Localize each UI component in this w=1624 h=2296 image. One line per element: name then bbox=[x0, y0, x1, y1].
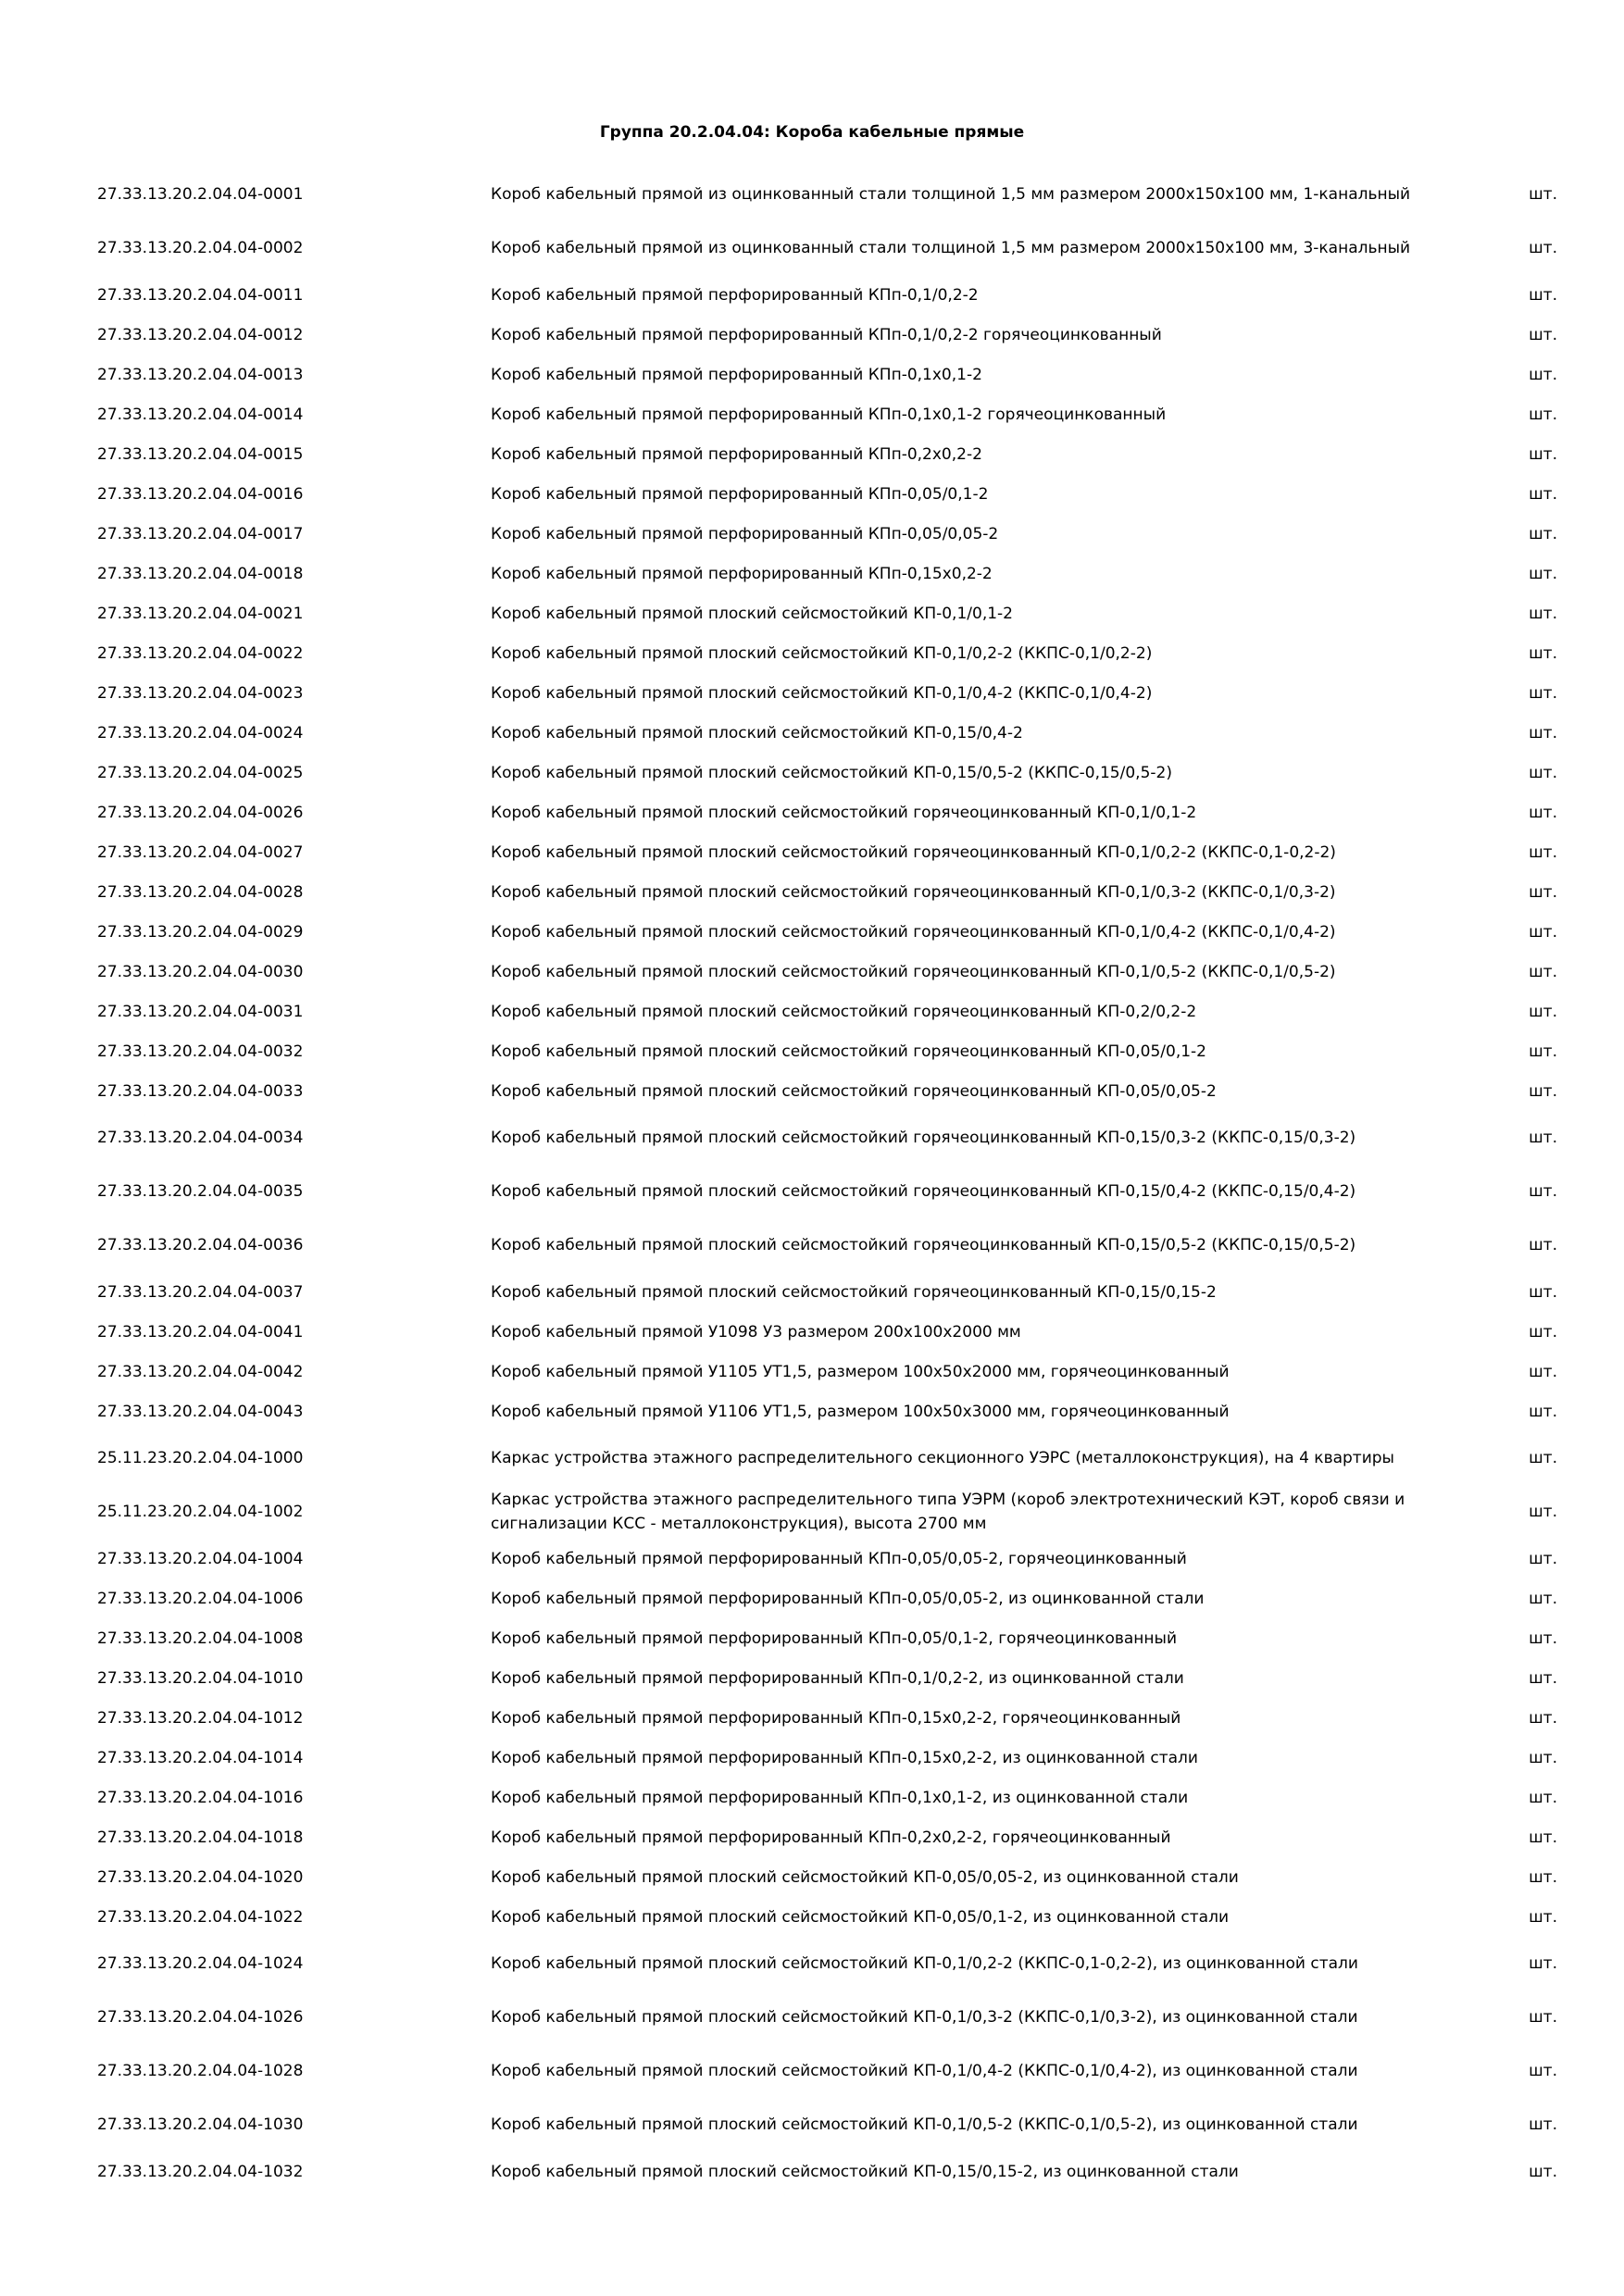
row-name: Каркас устройства этажного распределительного типа УЭРМ (короб электротехнический КЭТ, короб связи и сигнализации КСС - металлоконструкция), высота 2700 мм bbox=[491, 1491, 1405, 1533]
row-name: Короб кабельный прямой перфорированный КПп-0,1/0,2-2, из оцинкованной стали bbox=[491, 1668, 1184, 1688]
row-unit: шт. bbox=[1529, 1867, 1557, 1887]
row-unit: шт. bbox=[1529, 1748, 1557, 1767]
table-row bbox=[97, 1990, 1565, 2044]
table-row bbox=[97, 1218, 1565, 1272]
row-unit: шт. bbox=[1529, 239, 1557, 257]
table-row bbox=[97, 1618, 1565, 1658]
row-name: Короб кабельный прямой плоский сейсмостойкий КП-0,1/0,2-2 (ККПС-0,1/0,2-2) bbox=[491, 643, 1153, 663]
table-row bbox=[97, 1817, 1565, 1857]
table-row bbox=[97, 1778, 1565, 1817]
row-unit: шт. bbox=[1529, 1828, 1557, 1847]
row-unit: шт. bbox=[1529, 564, 1557, 583]
table-row bbox=[97, 1391, 1565, 1431]
row-name: Короб кабельный прямой плоский сейсмостойкий горячеоцинкованный КП-0,15/0,5-2 (ККПС-0,15/0,5-2) bbox=[491, 1236, 1356, 1254]
row-name: Короб кабельный прямой плоский сейсмостойкий КП-0,1/0,3-2 (ККПС-0,1/0,3-2), из оцинкованной стали bbox=[491, 2008, 1358, 2027]
row-code: 27.33.13.20.2.04.04-1016 bbox=[97, 1788, 304, 1807]
row-code: 27.33.13.20.2.04.04-0034 bbox=[97, 1129, 304, 1147]
table-row bbox=[97, 1857, 1565, 1897]
row-unit: шт. bbox=[1529, 1503, 1557, 1521]
row-unit: шт. bbox=[1529, 1549, 1557, 1568]
table-row bbox=[97, 1937, 1565, 1990]
row-unit: шт. bbox=[1529, 1322, 1557, 1341]
table-row bbox=[97, 673, 1565, 713]
table-row bbox=[97, 275, 1565, 315]
table-row bbox=[97, 952, 1565, 992]
row-code: 27.33.13.20.2.04.04-0041 bbox=[97, 1322, 304, 1341]
row-code: 27.33.13.20.2.04.04-0042 bbox=[97, 1362, 304, 1381]
table-row bbox=[97, 1897, 1565, 1937]
row-code: 27.33.13.20.2.04.04-0013 bbox=[97, 365, 304, 384]
row-unit: шт. bbox=[1529, 1788, 1557, 1807]
row-code: 27.33.13.20.2.04.04-1022 bbox=[97, 1907, 304, 1927]
row-name: Короб кабельный прямой из оцинкованный стали толщиной 1,5 мм размером 2000x150x100 мм, 1-канальный bbox=[491, 185, 1411, 204]
table-row bbox=[97, 355, 1565, 394]
row-unit: шт. bbox=[1529, 1907, 1557, 1927]
row-name: Короб кабельный прямой плоский сейсмостойкий КП-0,1/0,5-2 (ККПС-0,1/0,5-2), из оцинкованной стали bbox=[491, 2115, 1358, 2134]
table-row bbox=[97, 2152, 1565, 2191]
row-name: Короб кабельный прямой плоский сейсмостойкий КП-0,1/0,2-2 (ККПС-0,1-0,2-2), из оцинкованной стали bbox=[491, 1954, 1358, 1973]
row-code: 27.33.13.20.2.04.04-0014 bbox=[97, 405, 304, 424]
row-unit: шт. bbox=[1529, 1002, 1557, 1021]
table-row bbox=[97, 1312, 1565, 1352]
row-name: Короб кабельный прямой плоский сейсмостойкий горячеоцинкованный КП-0,1/0,2-2 (ККПС-0,1-0,2-2) bbox=[491, 842, 1336, 862]
row-unit: шт. bbox=[1529, 643, 1557, 663]
row-name: Короб кабельный прямой плоский сейсмостойкий горячеоцинкованный КП-0,1/0,5-2 (ККПС-0,1/0,5-2) bbox=[491, 962, 1336, 981]
row-name: Короб кабельный прямой У1105 УТ1,5, размером 100х50х2000 мм, горячеоцинкованный bbox=[491, 1362, 1230, 1381]
row-name: Короб кабельный прямой плоский сейсмостойкий КП-0,1/0,1-2 bbox=[491, 604, 1013, 623]
row-name: Короб кабельный прямой плоский сейсмостойкий КП-0,15/0,4-2 bbox=[491, 723, 1023, 742]
row-code: 27.33.13.20.2.04.04-0025 bbox=[97, 763, 304, 782]
row-unit: шт. bbox=[1529, 1402, 1557, 1421]
row-unit: шт. bbox=[1529, 285, 1557, 305]
row-name: Короб кабельный прямой перфорированный КПп-0,2х0,2-2 bbox=[491, 444, 982, 464]
table-row bbox=[97, 474, 1565, 514]
row-unit: шт. bbox=[1529, 325, 1557, 344]
row-code: 27.33.13.20.2.04.04-0027 bbox=[97, 842, 304, 862]
row-name: Каркас устройства этажного распределительного секционного УЭРС (металлоконструкция), на 4 квартиры bbox=[491, 1449, 1394, 1467]
row-unit: шт. bbox=[1529, 444, 1557, 464]
row-unit: шт. bbox=[1529, 524, 1557, 543]
row-code: 25.11.23.20.2.04.04-1000 bbox=[97, 1449, 304, 1467]
table-row bbox=[97, 992, 1565, 1031]
table-row bbox=[97, 1272, 1565, 1312]
row-code: 27.33.13.20.2.04.04-0015 bbox=[97, 444, 304, 464]
row-unit: шт. bbox=[1529, 1081, 1557, 1101]
table-row bbox=[97, 1352, 1565, 1391]
row-name: Короб кабельный прямой плоский сейсмостойкий горячеоцинкованный КП-0,15/0,15-2 bbox=[491, 1282, 1217, 1302]
row-unit: шт. bbox=[1529, 1628, 1557, 1648]
row-name: Короб кабельный прямой перфорированный КПп-0,2х0,2-2, горячеоцинкованный bbox=[491, 1828, 1171, 1847]
row-code: 27.33.13.20.2.04.04-1032 bbox=[97, 2162, 304, 2181]
row-name: Короб кабельный прямой перфорированный КПп-0,05/0,05-2, из оцинкованной стали bbox=[491, 1589, 1205, 1608]
table-row bbox=[97, 2098, 1565, 2152]
row-name: Короб кабельный прямой перфорированный КПп-0,05/0,05-2, горячеоцинкованный bbox=[491, 1549, 1187, 1568]
row-name: Короб кабельный прямой У1106 УТ1,5, размером 100х50х3000 мм, горячеоцинкованный bbox=[491, 1402, 1230, 1421]
row-unit: шт. bbox=[1529, 763, 1557, 782]
row-name: Короб кабельный прямой плоский сейсмостойкий горячеоцинкованный КП-0,05/0,1-2 bbox=[491, 1042, 1207, 1061]
table-row bbox=[97, 912, 1565, 952]
row-code: 27.33.13.20.2.04.04-1020 bbox=[97, 1867, 304, 1887]
row-code: 27.33.13.20.2.04.04-1028 bbox=[97, 2062, 304, 2080]
row-unit: шт. bbox=[1529, 365, 1557, 384]
row-name: Короб кабельный прямой перфорированный КПп-0,15х0,2-2 bbox=[491, 564, 993, 583]
row-unit: шт. bbox=[1529, 962, 1557, 981]
row-name: Короб кабельный прямой перфорированный КПп-0,1х0,1-2 горячеоцинкованный bbox=[491, 405, 1167, 424]
row-code: 27.33.13.20.2.04.04-0024 bbox=[97, 723, 304, 742]
row-code: 27.33.13.20.2.04.04-1014 bbox=[97, 1748, 304, 1767]
row-unit: шт. bbox=[1529, 1182, 1557, 1201]
row-unit: шт. bbox=[1529, 2115, 1557, 2134]
table-row bbox=[97, 394, 1565, 434]
row-name: Короб кабельный прямой перфорированный КПп-0,15х0,2-2, горячеоцинкованный bbox=[491, 1708, 1181, 1728]
table-row bbox=[97, 1738, 1565, 1778]
row-unit: шт. bbox=[1529, 1362, 1557, 1381]
table-row bbox=[97, 1658, 1565, 1698]
row-name: Короб кабельный прямой перфорированный КПп-0,1/0,2-2 горячеоцинкованный bbox=[491, 325, 1162, 344]
row-code: 27.33.13.20.2.04.04-0017 bbox=[97, 524, 304, 543]
table-row bbox=[97, 792, 1565, 832]
row-name: Короб кабельный прямой плоский сейсмостойкий горячеоцинкованный КП-0,2/0,2-2 bbox=[491, 1002, 1197, 1021]
row-unit: шт. bbox=[1529, 842, 1557, 862]
row-code: 27.33.13.20.2.04.04-0012 bbox=[97, 325, 304, 344]
row-code: 27.33.13.20.2.04.04-0031 bbox=[97, 1002, 304, 1021]
catalog-table bbox=[97, 168, 1565, 2191]
row-code: 27.33.13.20.2.04.04-0028 bbox=[97, 882, 304, 902]
row-name: Короб кабельный прямой плоский сейсмостойкий КП-0,15/0,15-2, из оцинкованной стали bbox=[491, 2162, 1239, 2181]
table-row bbox=[97, 168, 1565, 221]
row-code: 27.33.13.20.2.04.04-1012 bbox=[97, 1708, 304, 1728]
row-name: Короб кабельный прямой перфорированный КПп-0,05/0,1-2 bbox=[491, 484, 989, 504]
row-name: Короб кабельный прямой плоский сейсмостойкий горячеоцинкованный КП-0,1/0,3-2 (ККПС-0,1/0,3-2) bbox=[491, 882, 1336, 902]
row-name: Короб кабельный прямой плоский сейсмостойкий КП-0,05/0,05-2, из оцинкованной стали bbox=[491, 1867, 1239, 1887]
row-unit: шт. bbox=[1529, 1449, 1557, 1467]
row-unit: шт. bbox=[1529, 1236, 1557, 1254]
row-name: Короб кабельный прямой плоский сейсмостойкий КП-0,1/0,4-2 (ККПС-0,1/0,4-2) bbox=[491, 683, 1153, 703]
row-unit: шт. bbox=[1529, 405, 1557, 424]
row-code: 27.33.13.20.2.04.04-1030 bbox=[97, 2115, 304, 2134]
row-unit: шт. bbox=[1529, 2008, 1557, 2027]
row-code: 27.33.13.20.2.04.04-0002 bbox=[97, 239, 304, 257]
table-row bbox=[97, 2044, 1565, 2098]
row-code: 27.33.13.20.2.04.04-0043 bbox=[97, 1402, 304, 1421]
row-code: 27.33.13.20.2.04.04-0018 bbox=[97, 564, 304, 583]
row-name: Короб кабельный прямой из оцинкованный стали толщиной 1,5 мм размером 2000x150x100 мм, 3-канальный bbox=[491, 239, 1411, 257]
row-name: Короб кабельный прямой перфорированный КПп-0,1/0,2-2 bbox=[491, 285, 979, 305]
row-code: 27.33.13.20.2.04.04-0030 bbox=[97, 962, 304, 981]
row-unit: шт. bbox=[1529, 2162, 1557, 2181]
row-name: Короб кабельный прямой У1098 У3 размером 200х100х2000 мм bbox=[491, 1322, 1021, 1341]
row-code: 27.33.13.20.2.04.04-0001 bbox=[97, 185, 304, 204]
row-name: Короб кабельный прямой плоский сейсмостойкий горячеоцинкованный КП-0,15/0,3-2 (ККПС-0,15/0,3-2) bbox=[491, 1129, 1356, 1147]
table-row bbox=[97, 872, 1565, 912]
row-name: Короб кабельный прямой плоский сейсмостойкий горячеоцинкованный КП-0,1/0,1-2 bbox=[491, 803, 1197, 822]
row-code: 27.33.13.20.2.04.04-1010 bbox=[97, 1668, 304, 1688]
row-unit: шт. bbox=[1529, 1042, 1557, 1061]
row-code: 27.33.13.20.2.04.04-0023 bbox=[97, 683, 304, 703]
row-code: 27.33.13.20.2.04.04-1026 bbox=[97, 2008, 304, 2027]
row-unit: шт. bbox=[1529, 2062, 1557, 2080]
table-row bbox=[97, 1539, 1565, 1578]
table-row bbox=[97, 1485, 1565, 1539]
row-code: 27.33.13.20.2.04.04-0035 bbox=[97, 1182, 304, 1201]
row-unit: шт. bbox=[1529, 683, 1557, 703]
row-name: Короб кабельный прямой плоский сейсмостойкий КП-0,1/0,4-2 (ККПС-0,1/0,4-2), из оцинкованной стали bbox=[491, 2062, 1358, 2080]
table-row bbox=[97, 633, 1565, 673]
row-code: 27.33.13.20.2.04.04-0032 bbox=[97, 1042, 304, 1061]
row-unit: шт. bbox=[1529, 185, 1557, 204]
row-unit: шт. bbox=[1529, 882, 1557, 902]
row-name: Короб кабельный прямой перфорированный КПп-0,05/0,1-2, горячеоцинкованный bbox=[491, 1628, 1178, 1648]
row-code: 27.33.13.20.2.04.04-0022 bbox=[97, 643, 304, 663]
row-code: 27.33.13.20.2.04.04-0016 bbox=[97, 484, 304, 504]
table-row bbox=[97, 832, 1565, 872]
row-code: 27.33.13.20.2.04.04-0021 bbox=[97, 604, 304, 623]
row-code: 27.33.13.20.2.04.04-0026 bbox=[97, 803, 304, 822]
row-code: 27.33.13.20.2.04.04-1006 bbox=[97, 1589, 304, 1608]
row-code: 27.33.13.20.2.04.04-0033 bbox=[97, 1081, 304, 1101]
table-row bbox=[97, 514, 1565, 554]
row-unit: шт. bbox=[1529, 1708, 1557, 1728]
table-row bbox=[97, 1111, 1565, 1165]
row-unit: шт. bbox=[1529, 723, 1557, 742]
table-row bbox=[97, 1578, 1565, 1618]
row-code: 27.33.13.20.2.04.04-0036 bbox=[97, 1236, 304, 1254]
table-row bbox=[97, 1165, 1565, 1218]
table-row bbox=[97, 434, 1565, 474]
row-unit: шт. bbox=[1529, 484, 1557, 504]
page-title: Группа 20.2.04.04: Короба кабельные прямые bbox=[599, 123, 1025, 142]
row-unit: шт. bbox=[1529, 1129, 1557, 1147]
table-row bbox=[97, 713, 1565, 753]
row-unit: шт. bbox=[1529, 1668, 1557, 1688]
row-unit: шт. bbox=[1529, 1282, 1557, 1302]
row-code: 25.11.23.20.2.04.04-1002 bbox=[97, 1503, 304, 1521]
table-row bbox=[97, 593, 1565, 633]
table-row bbox=[97, 1698, 1565, 1738]
row-name: Короб кабельный прямой перфорированный КПп-0,1х0,1-2 bbox=[491, 365, 982, 384]
table-row bbox=[97, 221, 1565, 275]
row-name: Короб кабельный прямой перфорированный КПп-0,1х0,1-2, из оцинкованной стали bbox=[491, 1788, 1189, 1807]
row-unit: шт. bbox=[1529, 604, 1557, 623]
table-row bbox=[97, 1031, 1565, 1071]
row-code: 27.33.13.20.2.04.04-1008 bbox=[97, 1628, 304, 1648]
row-code: 27.33.13.20.2.04.04-1004 bbox=[97, 1549, 304, 1568]
table-row bbox=[97, 554, 1565, 593]
row-code: 27.33.13.20.2.04.04-0011 bbox=[97, 285, 304, 305]
table-row bbox=[97, 753, 1565, 792]
table-row bbox=[97, 1431, 1565, 1485]
row-unit: шт. bbox=[1529, 922, 1557, 942]
row-code: 27.33.13.20.2.04.04-0029 bbox=[97, 922, 304, 942]
row-unit: шт. bbox=[1529, 1589, 1557, 1608]
row-unit: шт. bbox=[1529, 1954, 1557, 1973]
row-name: Короб кабельный прямой плоский сейсмостойкий КП-0,05/0,1-2, из оцинкованной стали bbox=[491, 1907, 1230, 1927]
row-name: Короб кабельный прямой плоский сейсмостойкий горячеоцинкованный КП-0,05/0,05-2 bbox=[491, 1081, 1217, 1101]
row-name: Короб кабельный прямой перфорированный КПп-0,15х0,2-2, из оцинкованной стали bbox=[491, 1748, 1198, 1767]
table-row bbox=[97, 315, 1565, 355]
row-name: Короб кабельный прямой плоский сейсмостойкий горячеоцинкованный КП-0,15/0,4-2 (ККПС-0,15/0,4-2) bbox=[491, 1182, 1356, 1201]
table-row bbox=[97, 1071, 1565, 1111]
row-name: Короб кабельный прямой плоский сейсмостойкий горячеоцинкованный КП-0,1/0,4-2 (ККПС-0,1/0,4-2) bbox=[491, 922, 1336, 942]
row-code: 27.33.13.20.2.04.04-1018 bbox=[97, 1828, 304, 1847]
row-unit: шт. bbox=[1529, 803, 1557, 822]
row-code: 27.33.13.20.2.04.04-0037 bbox=[97, 1282, 304, 1302]
row-name: Короб кабельный прямой перфорированный КПп-0,05/0,05-2 bbox=[491, 524, 999, 543]
row-name: Короб кабельный прямой плоский сейсмостойкий КП-0,15/0,5-2 (ККПС-0,15/0,5-2) bbox=[491, 763, 1172, 782]
row-code: 27.33.13.20.2.04.04-1024 bbox=[97, 1954, 304, 1973]
